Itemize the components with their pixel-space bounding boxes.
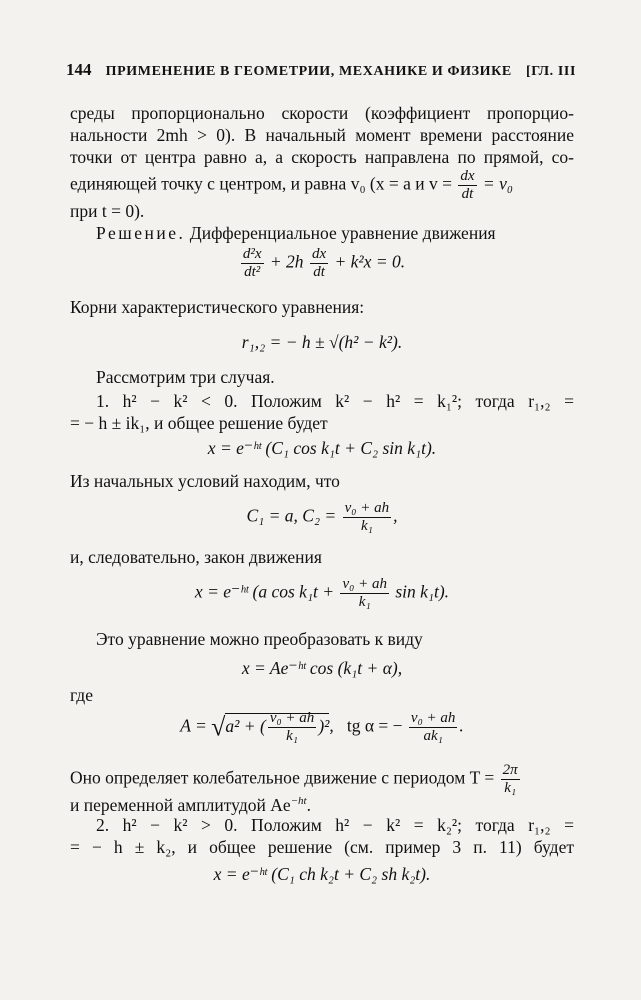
page-number: 144 — [66, 60, 92, 79]
frac-num: v₀ + ah — [269, 710, 315, 726]
equation-general-2: x = e⁻ʰᵗ (C₁ ch k₂t + C₂ sh k₂t). — [213, 864, 431, 884]
eq-term: + k²x = 0. — [334, 251, 406, 272]
fraction-v0ah-k1 — [343, 500, 392, 535]
chapter-ref: [ГЛ. III — [525, 64, 576, 79]
text-line-11: 1. h² − k² < 0. Положим k² − h² = k₁²; тогда r₁,₂ = — [96, 391, 574, 411]
frac-den: dt — [313, 264, 325, 280]
text-line-4-eq: = v₀ — [482, 173, 513, 194]
fraction-v0ah-k1-3 — [268, 710, 317, 745]
frac-den: k₁ — [360, 518, 373, 534]
equation-roots: r₁,₂ = − h ± √(h² − k²). — [241, 332, 403, 352]
equation-A: A = √a² + ( $\frac{\text{v₀ + ah}}{\text{k₁}}$ )², tg α = − $\frac{\text{v₀ + ah}}{\text{ak₁}}$ . — [180, 710, 464, 744]
text-line-12: = − h ± ik₁, и общее решение будет — [70, 413, 328, 433]
text-line-8: Корни характеристического уравнения: — [70, 297, 365, 317]
text-line-14: Из начальных условий находим, что — [70, 471, 340, 491]
fraction-v0ah-ak1 — [409, 710, 458, 745]
text-line-20: где — [70, 685, 93, 705]
solution-text: Дифференциальное уравнение движения — [189, 223, 496, 243]
frac-den: k₁ — [286, 728, 298, 744]
fraction-dx-dt-2 — [310, 246, 328, 281]
frac-num: 2π — [502, 762, 518, 778]
frac-num: dx — [311, 246, 327, 262]
eq-term: A = — [180, 715, 207, 736]
running-header — [66, 60, 576, 80]
equation-ode — [70, 246, 574, 281]
frac-den: dt² — [244, 264, 261, 280]
fraction-v0ah-k1-2 — [340, 576, 389, 611]
frac-den: dt — [461, 186, 474, 202]
fraction-dx-dt — [458, 168, 476, 203]
frac-den: k₁ — [504, 780, 517, 796]
text-line-25: = − h ± k₂, и общее решение (см. пример 3 п. 11) будет — [70, 837, 574, 857]
text-line-2: нальности 2mh > 0). В начальный момент времени расстояние — [70, 125, 574, 145]
text-line-16: и, следовательно, закон движения — [70, 547, 322, 567]
text-line-4 — [70, 168, 574, 203]
eq-term: sin k₁t). — [395, 581, 450, 602]
text-line-24: 2. h² − k² > 0. Положим h² − k² = k₂²; тогда r₁,₂ = — [96, 815, 574, 835]
frac-num: dx — [460, 168, 475, 184]
eq-term: C₁ = a, C₂ = — [246, 505, 337, 526]
frac-den: ak₁ — [423, 728, 443, 744]
equation-constants: C₁ = a, C₂ = $\frac{\text{v₀ + ah}}{\text{k₁}}$ , — [246, 500, 398, 534]
fraction-d2x-dt2 — [241, 246, 264, 281]
text-line-23: и переменной амплитудой $Ae^{-ht}$. — [70, 794, 311, 815]
text-line-4-text: единяющей точку с центром, и равна v₀ (x = a и v = — [70, 173, 452, 194]
text-line-22-text: Оно определяет колебательное движение с периодом T = — [70, 767, 495, 788]
text-line-5: при t = 0). — [70, 201, 145, 221]
text-line-18: Это уравнение можно преобразовать к виду — [96, 629, 423, 649]
equation-law — [70, 576, 574, 611]
eq-term: x = e⁻ʰᵗ (a cos k₁t + — [194, 581, 335, 602]
frac-num: v₀ + ah — [410, 710, 456, 726]
frac-num: d²x — [242, 246, 262, 262]
sqrt-body: a² + ( $\frac{\text{v₀ + ah}}{\text{k₁}}$ )² — [225, 710, 330, 744]
frac-den: k₁ — [358, 594, 371, 610]
text-line-10: Рассмотрим три случая. — [96, 367, 275, 387]
text-line-1: среды пропорционально скорости (коэффициент пропорцио- — [70, 103, 574, 123]
text-line-3: точки от центра равно a, а скорость направлена по прямой, со- — [70, 147, 574, 167]
text-line-23-text: и переменной амплитудой Ae — [70, 794, 291, 815]
sqrt-sign: √ — [211, 712, 226, 742]
frac-num: v₀ + ah — [342, 576, 387, 592]
chapter-title: ПРИМЕНЕНИЕ В ГЕОМЕТРИИ, МЕХАНИКЕ И ФИЗИКЕ — [105, 64, 512, 79]
solution-label: Решение. — [96, 223, 186, 243]
text-line-6 — [70, 222, 574, 244]
eq-term: tg α = − — [346, 715, 403, 736]
equation-amplitude: x = Ae⁻ʰᵗ cos (k₁t + α), — [241, 658, 403, 678]
frac-num: v₀ + ah — [344, 500, 390, 516]
equation-general-1: x = e⁻ʰᵗ (C₁ cos k₁t + C₂ sin k₁t). — [207, 438, 437, 458]
eq-term: + 2h — [269, 251, 304, 272]
